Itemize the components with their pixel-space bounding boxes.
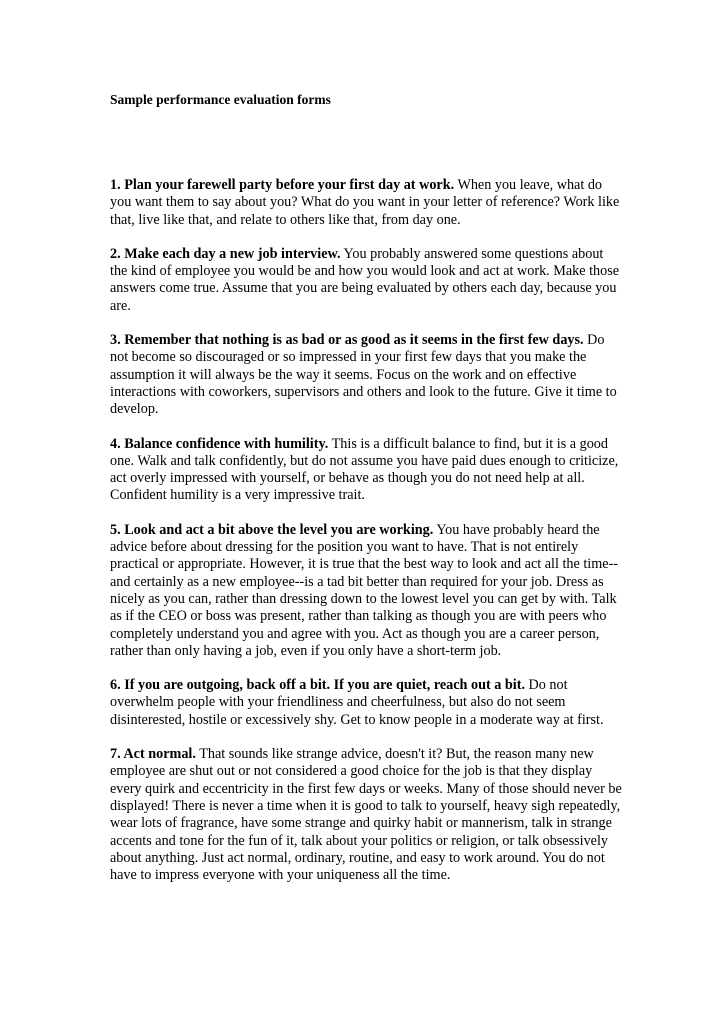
section-2: [110, 246, 622, 315]
section-7-heading: 7. Act normal.: [110, 746, 196, 763]
section-6: [110, 677, 622, 729]
section-3-body: Do not become so discouraged or so impressed in your first few days that you make the assumption it will always be the way it seems. Focus on the work and on effective interactions with coworkers, supervisors and others and look to the future. Give it time to develop.: [110, 332, 617, 418]
section-4: [110, 436, 622, 505]
section-2-body: You probably answered some questions about the kind of employee you would be and how you would look and act at work. Make those answers come true. Assume that you are being evaluated by others each day, because you are.: [110, 245, 620, 314]
document-title: Sample performance evaluation forms: [110, 92, 331, 107]
section-1-heading: 1. Plan your farewell party before your first day at work.: [110, 177, 455, 193]
section-5-body: You have probably heard the advice before about dressing for the position you want to have. That is not entirely practical or appropriate. However, it is true that the best way to look and act all the time--and certainly as a new employee--is a tad bit better than required for your job. Dress as nicely as you can, rather than dressing down to the lowest level you can get by with. Talk as if the CEO or boss was present, rather than talking as though you are with peers who completely understand you and agree with you. Act as though you are a career person, rather than only having a job, even if you only have a short-term job.: [110, 521, 619, 659]
document-page: [110, 90, 622, 884]
section-6-heading: 6. If you are outgoing, back off a bit. If you are quiet, reach out a bit.: [110, 677, 525, 694]
section-4-body: This is a difficult balance to find, but it is a good one. Walk and talk confidently, but do not assume you have paid dues enough to criticize, act overly impressed with yourself, or behave as though you do not need help at all. Confident humility is a very impressive trait.: [110, 435, 619, 504]
section-5: [110, 522, 622, 660]
section-7-body: That sounds like strange advice, doesn't it? But, the reason many new employee are shut out or not considered a good choice for the job is that they display every quirk and eccentricity in the first few days or weeks. Many of those should never be displayed! There is never a time when it is good to talk to yourself, heavy sigh repeatedly, wear lots of fragrance, have some strange and quirky habit or mannerism, talk in strange accents and tone for the fun of it, talk about your politics or religion, or talk obsessively about anything. Just act normal, ordinary, routine, and easy to work around. You do not have to impress everyone with your uniqueness all the time.: [110, 746, 622, 884]
section-2-heading: 2. Make each day a new job interview.: [110, 245, 341, 262]
section-4-heading: 4. Balance confidence with humility.: [110, 435, 329, 452]
section-1-body: When you leave, what do you want them to say about you? What do you want in your letter of reference? Work like that, live like that, and relate to others like that, from day one.: [110, 177, 620, 228]
section-3: [110, 332, 622, 418]
section-3-heading: 3. Remember that nothing is as bad or as good as it seems in the first few days.: [110, 332, 584, 349]
section-1: [110, 177, 622, 229]
section-5-heading: 5. Look and act a bit above the level you are working.: [110, 521, 434, 538]
section-7: [110, 746, 622, 884]
section-6-body: Do not overwhelm people with your friendliness and cheerfulness, but also do not seem disinterested, hostile or excessively shy. Get to know people in a moderate way at first.: [110, 677, 604, 728]
